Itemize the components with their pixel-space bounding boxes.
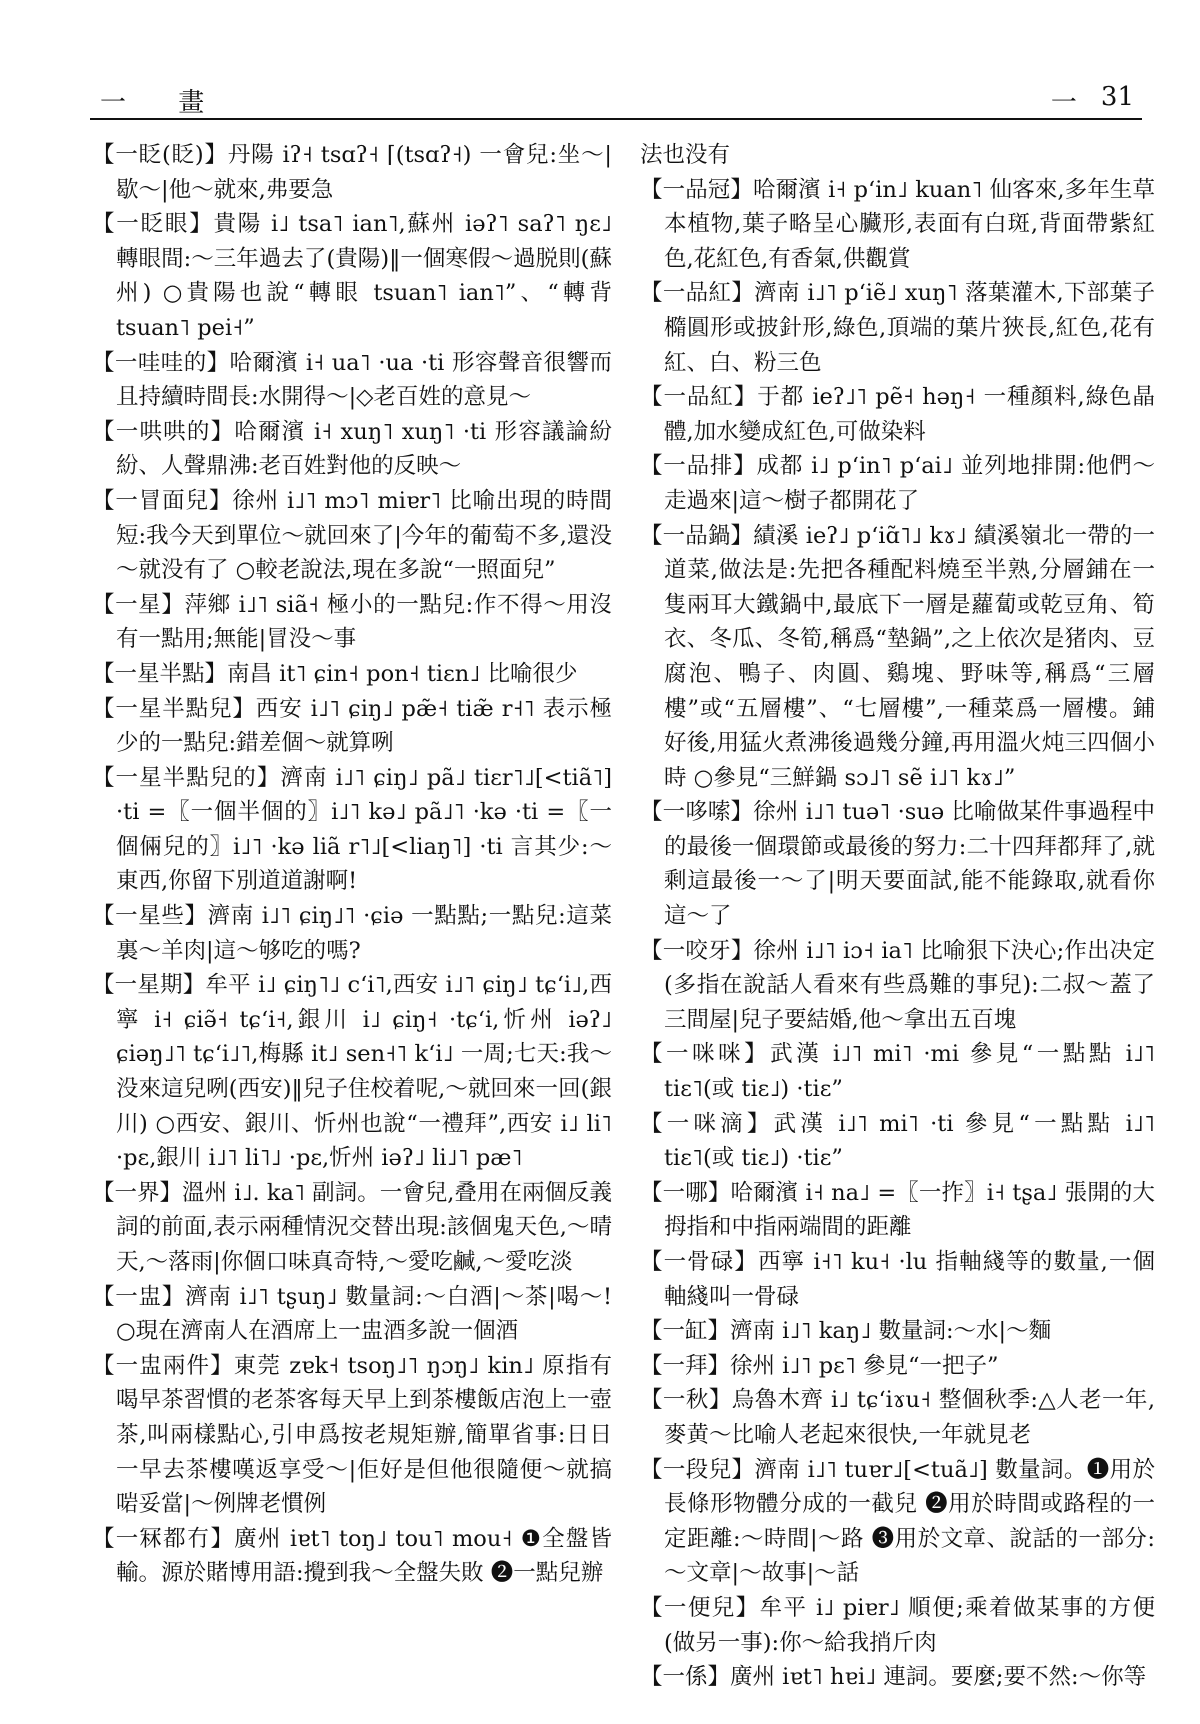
page-number: 31 [1100, 82, 1134, 112]
dictionary-entry: 【一哪】哈爾濱 i˧ na˩ =〖一拃〗i˧ tʂa˩ 張開的大拇指和中指兩端間的距離 [640, 1179, 1155, 1241]
dictionary-entry: 【一品紅】濟南 i˩˥ pʻiẽ˩ xuŋ˥ 落葉灌木,下部葉子橢圓形或披針形,綠色,頂端的葉片狹長,紅色,花有紅、白、粉三色 [640, 280, 1155, 376]
dictionary-entry: 【一星】萍鄉 i˩˥ siã˧ 極小的一點兒:作不得～用沒有一點用;無能|冒没～事 [92, 591, 612, 653]
dictionary-entry: 【一星半點】南昌 it˥ ɕin˧ pon˧ tiɛn˩ 比喻很少 [92, 660, 578, 687]
dictionary-entry: 【一哇哇的】哈爾濱 i˧ ua˥ ·ua ·ti 形容聲音很響而且持續時間長:水開得～|◇老百姓的意見～ [92, 349, 612, 411]
dictionary-entry: 【一星半點兒的】濟南 i˩˥ ɕiŋ˩ pã˩ tiɛr˥˩[<tiã˥] ·ti =〖一個半個的〗i˩˥ kə˩ pã˩˥ ·kə ·ti =〖一個倆兒的〗i˩˥ ·kə liã r˥˩[<liaŋ˥] ·ti 言其少:～東西,你留下別道道謝啊! [92, 764, 612, 895]
dictionary-entry: 【一盅兩件】東莞 zɐk˧ tsoŋ˩˥ ŋɔŋ˩ kin˩ 原指有喝早茶習慣的老茶客每天早上到茶樓飯店泡上一壺茶,叫兩樣點心,引申爲按老規矩辦,簡單省事:日日一早去茶樓嘆返享受～|佢好是但他很隨便～就搞啱妥當|～例牌老慣例 [92, 1352, 612, 1518]
dictionary-entry: 【一秋】烏魯木齊 i˩ tɕʻiɤu˧ 整個秋季:△人老一年,麥黄～比喻人老起來很快,一年就見老 [640, 1387, 1155, 1448]
dictionary-entry: 【一品紅】于都 ieʔ˩˥ pẽ˧ həŋ˧ 一種顏料,綠色晶體,加水變成紅色,可做染料 [640, 384, 1155, 445]
dictionary-entry: 【一冒面兒】徐州 i˩˥ mɔ˥ miɐr˥ 比喻出現的時間短:我今天到單位～就回來了|今年的葡萄不多,還没～就没有了 ○較老說法,現在多說“一照面兒” [92, 487, 612, 584]
dictionary-entry: 【一品冠】哈爾濱 i˧ pʻin˩ kuan˥ 仙客來,多年生草本植物,葉子略呈心臟形,表面有白斑,背面帶紫紅色,花紅色,有香氣,供觀賞 [640, 176, 1155, 272]
dictionary-entry: 【一骨碌】西寧 i˧˥ ku˧ ·lu 指軸綫等的數量,一個軸綫叫一骨碌 [640, 1249, 1155, 1310]
dictionary-entry: 【一界】溫州 i˩. ka˥ 副詞。一會兒,叠用在兩個反義詞的前面,表示兩種情況交替出現:該個鬼天色,～晴天,～落雨|你個口味真奇特,～愛吃鹹,～愛吃淡 [92, 1179, 612, 1275]
header-rule [90, 118, 1142, 120]
dictionary-entry: 【一咪滴】武漢 i˩˥ mi˥ ·ti 參見“一點點 i˩˥ tiɛ˥(或 tiɛ˩) ·tiɛ” [640, 1110, 1155, 1172]
right-column [640, 138, 1155, 1695]
dictionary-entry: 【一冧都冇】廣州 iɐt˥ toŋ˩ tou˥ mou˧ ❶全盤皆輸。源於賭博用語:攪到我～全盤失敗 ❷一點兒辦 [92, 1525, 612, 1587]
dictionary-entry-continued: 法也没有 [640, 142, 731, 168]
dictionary-entry: 【一眨眼】貴陽 i˩ tsa˥ ian˥,蘇州 iəʔ˥ saʔ˥ ŋɛ˩ 轉眼間:～三年過去了(貴陽)‖一個寒假～過脱則(蘇州) ○貴陽也說“轉眼 tsuan˥ ian˥”、“轉背 tsuan˥ pei˧” [92, 211, 612, 341]
dictionary-entry: 【一品排】成都 i˩ pʻin˥ pʻai˩ 並列地排開:他們～走過來|這～樹子都開花了 [640, 453, 1155, 514]
dictionary-entry: 【一便兒】牟平 i˩ piɐr˩ 順便;乘着做某事的方便(做另一事):你～給我捎斤肉 [640, 1594, 1155, 1656]
dictionary-entry: 【一盅】濟南 i˩˥ tʂuŋ˩ 數量詞:～白酒|～茶|喝～! ○現在濟南人在酒席上一盅酒多說一個酒 [92, 1283, 612, 1345]
dictionary-entry: 【一係】廣州 iɐt˥ hɐi˩ 連詞。要麼;要不然:～你等 [640, 1664, 1147, 1691]
dictionary-entry: 【一眨(眨)】丹陽 iʔ˧ tsɑʔ˧ ⌈(tsɑʔ˧) 一會兒:坐～|歇～|他～就來,弗要急 [92, 142, 612, 203]
dictionary-entry: 【一咬牙】徐州 i˩˥ iɔ˧ ia˥ 比喻狠下決心;作出决定(多指在說話人看來有些爲難的事兒):二叔～蓋了三間屋|兒子要結婚,他～拿出五百塊 [640, 937, 1155, 1033]
dictionary-entry: 【一段兒】濟南 i˩˥ tuɐr˩[<tuã˩] 數量詞。❶用於長條形物體分成的一截兒 ❷用於時間或路程的一定距離:～時間|～路 ❸用於文章、說話的一部分:～文章|～故事|～話 [640, 1456, 1155, 1587]
header-dash: 一 [1050, 88, 1077, 118]
dictionary-entry: 【一拜】徐州 i˩˥ pɛ˥ 參見“一把子” [640, 1352, 999, 1379]
dictionary-entry: 【一哆嗦】徐州 i˩˥ tuə˥ ·suə 比喻做某件事過程中的最後一個環節或最後的努力:二十四拜都拜了,就剩這最後一～了|明天要面試,能不能錄取,就看你這～了 [640, 799, 1155, 930]
dictionary-entry: 【一品鍋】績溪 ieʔ˩ pʻiɑ̃˥˩ kɤ˩ 績溪嶺北一帶的一道菜,做法是:先把各種配料燒至半熟,分層鋪在一隻兩耳大鐵鍋中,最底下一層是蘿蔔或乾豆角、筍衣、冬瓜、冬筍,稱爲“墊鍋”,之上依次是猪肉、豆腐泡、鴨子、肉圓、鷄塊、野味等,稱爲“三層樓”或“五層樓”、“七層樓”,一種菜爲一層樓。鋪好後,用猛火煮沸後過幾分鐘,再用溫火炖三四個小時 ○參見“三鮮鍋 sɔ˩˥ sẽ i˩˥ kɤ˩” [640, 522, 1155, 791]
dictionary-entry: 【一哄哄的】哈爾濱 i˧ xuŋ˥ xuŋ˥ ·ti 形容議論紛紛、人聲鼎沸:老百姓對他的反映～ [92, 418, 612, 480]
dictionary-entry: 【一星半點兒】西安 i˩˥ ɕiŋ˩ pæ̃˧ tiæ̃ r˧˥ 表示極少的一點兒:錯差個～就算咧 [92, 695, 612, 757]
dictionary-entry: 【一星些】濟南 i˩˥ ɕiŋ˩˥ ·ɕiə 一點點;一點兒:這菜裏～羊肉|這～够吃的嗎? [92, 903, 612, 964]
left-column [92, 138, 612, 1591]
section-title: 一 畫 [100, 88, 227, 118]
page-header-right [1051, 82, 1134, 119]
dictionary-entry: 【一星期】牟平 i˩ ɕiŋ˥˩ cʻi˥,西安 i˩˥ ɕiŋ˩ tɕʻi˩,西寧 i˧ ɕiə̃˧ tɕʻi˧,銀川 i˩ ɕiŋ˧ ·tɕʻi,忻州 iəʔ˩ ɕiəŋ˩˥ tɕʻi˩˥,梅縣 it˩ sen˧˥ kʻi˩ 一周;七天:我～没來這兒咧(西安)‖兒子住校着呢,～就回來一回(銀川) ○西安、銀川、忻州也說“一禮拜”,西安 i˩ li˥ ·pɛ,銀川 i˩˥ li˥˩ ·pɛ,忻州 iəʔ˩ li˩˥ pæ˥ [92, 972, 612, 1172]
dictionary-entry: 【一缸】濟南 i˩˥ kaŋ˩ 數量詞:～水|～麵 [640, 1318, 1052, 1345]
dictionary-entry: 【一咪咪】武漢 i˩˥ mi˥ ·mi 參見“一點點 i˩˥ tiɛ˥(或 tiɛ˩) ·tiɛ” [640, 1041, 1155, 1103]
